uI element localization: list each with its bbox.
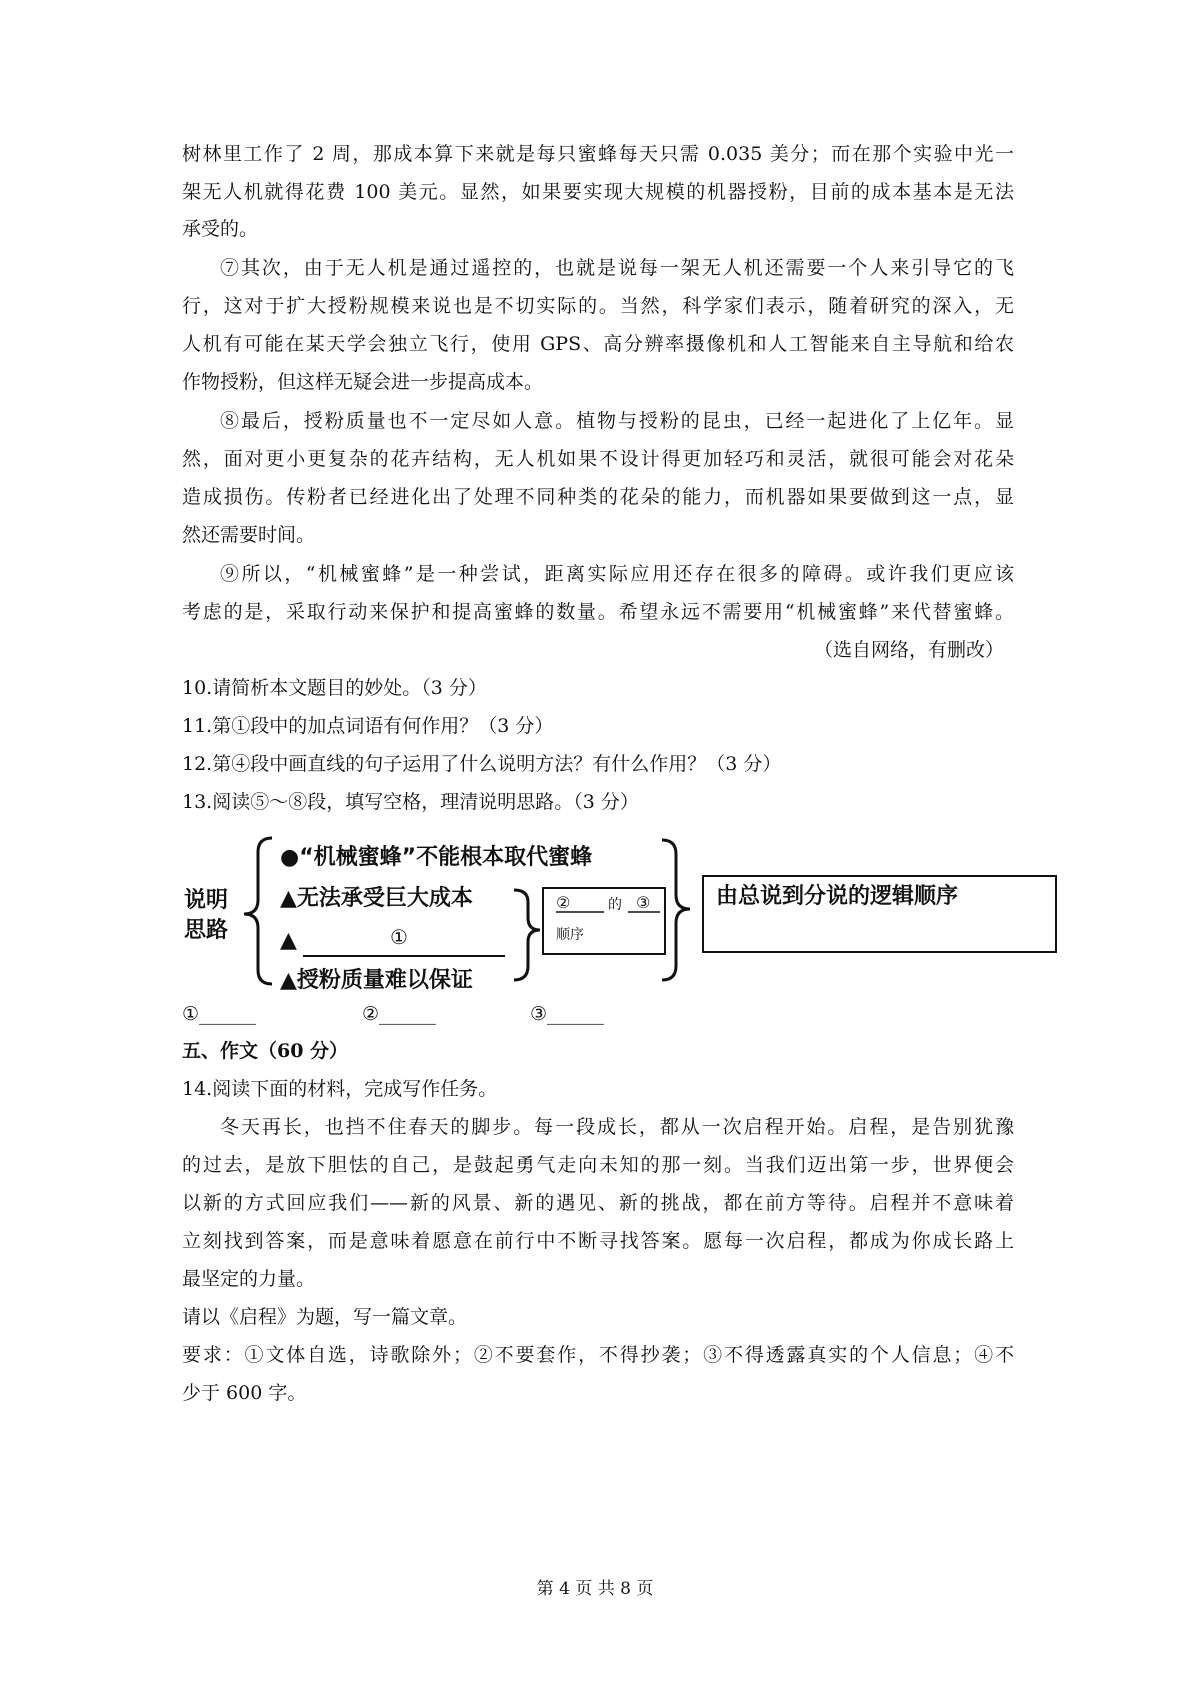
paragraph-7-line-1: ⑦其次，由于无人机是通过遥控的，也就是说每一架无人机还需要一个人来引导它的飞 — [220, 257, 1014, 279]
diagram-item-4: ▲授粉质量难以保证 — [280, 968, 473, 993]
paragraph-8-line-1: ⑧最后，授粉质量也不一定尽如人意。植物与授粉的昆虫，已经一起进化了上亿年。显 — [220, 410, 1014, 432]
question-12: 12.第④段中画直线的句子运用了什么说明方法？有什么作用？（3 分） — [182, 753, 782, 775]
question-10: 10.请简析本文题目的妙处。（3 分） — [182, 677, 487, 699]
material-line-4: 立刻找到答案，而是意味着愿意在前行中不断寻找答案。愿每一次启程，都成为你成长路上 — [182, 1230, 1014, 1252]
paragraph-7-line-3: 人机有可能在某天学会独立飞行，使用 GPS、高分辨率摄像机和人工智能来自主导航和给农 — [182, 333, 1014, 355]
paragraph-8-line-3: 造成损伤。传粉者已经进化出了处理不同种类的花朵的能力，而机器如果要做到这一点，显 — [182, 486, 1014, 508]
paragraph-6-line-3: 承受的。 — [182, 218, 259, 240]
answer-blank-3[interactable]: ③______ — [530, 1003, 605, 1025]
right-box-text: 由总说到分说的逻辑顺序 — [716, 884, 959, 909]
diagram-item-2: ▲无法承受巨大成本 — [280, 886, 473, 911]
middle-blank-3: ③ — [636, 893, 651, 912]
middle-blank-2: ② — [556, 893, 571, 912]
diagram-item-1: ●“机械蜜蜂”不能根本取代蜜蜂 — [280, 845, 593, 870]
paragraph-6-line-1: 树林里工作了 2 周，那成本算下来就是每只蜜蜂每天只需 0.035 美分；而在那个实验中光一 — [182, 143, 1014, 165]
paragraph-6-line-2: 架无人机就得花费 100 美元。显然，如果要实现大规模的机器授粉，目前的成本基本是无法 — [182, 181, 1014, 203]
question-13: 13.阅读⑤～⑧段，填写空格，理清说明思路。（3 分） — [182, 791, 639, 813]
requirements-line-2: 少于 600 字。 — [182, 1382, 307, 1404]
left-brace — [244, 838, 272, 984]
requirements-line-1: 要求：①文体自选，诗歌除外；②不要套作，不得抄袭；③不得透露真实的个人信息；④不 — [182, 1344, 1014, 1366]
paragraph-9-line-2: 考虑的是，采取行动来保护和提高蜜蜂的数量。希望永远不需要用“机械蜜蜂”来代替蜜蜂。 — [182, 601, 1014, 623]
right-brace-order — [662, 840, 690, 980]
right-brace-items — [514, 890, 540, 980]
paragraph-8-line-4: 然还需要时间。 — [182, 524, 316, 546]
question-11: 11.第①段中的加点词语有何作用？（3 分） — [182, 715, 554, 737]
diagram-item-3-prefix: ▲ — [280, 928, 297, 953]
diagram-label-line2: 思路 — [184, 918, 229, 943]
paragraph-9-line-1: ⑨所以，“机械蜜蜂”是一种尝试，距离实际应用还存在很多的障碍。或许我们更应该 — [220, 563, 1014, 585]
page-footer: 第 4 页 共 8 页 — [536, 1579, 654, 1599]
material-line-3: 以新的方式回应我们——新的风景、新的遇见、新的挑战，都在前方等待。启程并不意味着 — [182, 1192, 1014, 1214]
material-line-2: 的过去，是放下胆怯的自己，是鼓起勇气走向未知的那一刻。当我们迈出第一步，世界便会 — [182, 1154, 1014, 1176]
material-line-5: 最坚定的力量。 — [182, 1268, 316, 1290]
middle-de: 的 — [608, 897, 622, 913]
middle-shunxu: 顺序 — [556, 927, 584, 943]
answer-blank-2[interactable]: ②______ — [362, 1003, 437, 1025]
diagram-label-line1: 说明 — [184, 888, 229, 913]
answer-blank-1[interactable]: ①______ — [182, 1003, 257, 1025]
paragraph-7-line-4: 作物授粉，但这样无疑会进一步提高成本。 — [182, 371, 544, 393]
diagram-item-3-blank: ① — [390, 925, 408, 949]
section-heading-composition: 五、作文（60 分） — [182, 1040, 349, 1062]
source-note: （选自网络，有删改） — [814, 639, 1005, 661]
paragraph-8-line-2: 然，面对更小更复杂的花卉结构，无人机如果不设计得更加轻巧和灵活，就很可能会对花朵 — [182, 448, 1014, 470]
writing-prompt: 请以《启程》为题，写一篇文章。 — [182, 1306, 468, 1328]
paragraph-7-line-2: 行，这对于扩大授粉规模来说也是不切实际的。当然，科学家们表示，随着研究的深入，无 — [182, 295, 1014, 317]
question-14: 14.阅读下面的材料，完成写作任务。 — [182, 1078, 498, 1100]
material-line-1: 冬天再长，也挡不住春天的脚步。每一段成长，都从一次启程开始。启程，是告别犹豫 — [220, 1116, 1014, 1138]
